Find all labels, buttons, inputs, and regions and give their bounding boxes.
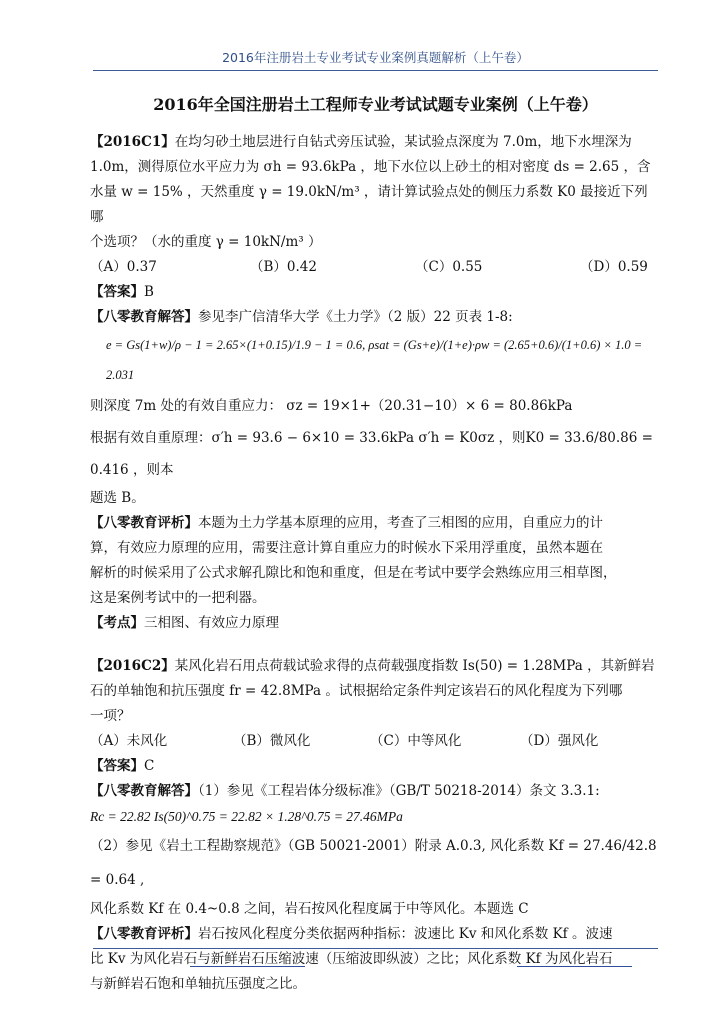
q1-eval-line-1: 【八零教育评析】本题为土力学基本原理的应用，考查了三相图的应用，自重应力的计 [90,515,603,531]
q1-option-d: （D）0.59 [580,259,648,275]
q2-eval-line-2: 比 Kv 为风化岩石与新鲜岩石压缩波速（压缩波即纵波）之比；风化系数 Kf 为风化岩石 [90,951,613,967]
q2-eval-line-3: 与新鲜岩石饱和单轴抗压强度之比。 [90,976,306,992]
q2-formula-1: Rc = 22.82 Is(50)^0.75 = 22.82 × 1.28^0.75 = 27.46MPa [90,809,403,824]
q1-line-3: 根据有效自重原理：σ′h = 93.6 − 6×10 = 33.6kPa σ′h = K0σz ，则K0 = 33.6/80.86 = 0.416 ，则本 [90,430,653,478]
header-divider [93,70,658,71]
q2-solution-2: （2）参见《岩土工程勘察规范》（GB 50021-2001）附录 A.0.3, 风化系数 Kf = 27.46/42.8 = 0.64 , [90,838,657,888]
q2-solution-1: 【八零教育解答】（1）参见《工程岩体分级标准》（GB/T 50218-2014）条文 3.3.1: [90,783,600,799]
q1-stem-line-3: 水量 w = 15% ，天然重度 γ = 19.0kN/m³ ，请计算试验点处的侧压力系数 K0 最接近下列哪 [90,184,648,225]
q2-eval-line-1: 【八零教育评析】岩石按风化程度分类依据两种指标：波速比 Kv 和风化系数 Kf 。波速 [90,926,613,942]
q2-option-c: （C）中等风化 [370,733,462,749]
q2-option-d: （D）强风化 [520,733,599,749]
q2-stem-line-3: 一项？ [90,708,131,724]
q2-stem-line-1: 【2016C2】某风化岩石用点荷载试验求得的点荷载强度指数 Is(50) = 1.28MPa ，其新鲜岩 [90,658,655,674]
q1-answer: 【答案】B [90,284,154,300]
q1-eval-line-4: 这是案例考试中的一把利器。 [90,590,266,606]
q1-tag: 【2016C1】 [90,134,175,150]
q1-option-b: （B）0.42 [250,259,317,275]
q2-option-b: （B）微风化 [233,733,311,749]
q1-line-4: 题选 B。 [90,490,145,506]
q1-stem-line-1: 【2016C1】在均匀砂土地层进行自钻式旁压试验，某试验点深度为 7.0m，地下水埋深为 [90,134,632,150]
q2-options [90,729,660,754]
q2-stem-line-2: 石的单轴饱和抗压强度 fr = 42.8MPa 。试根据给定条件判定该岩石的风化程度为下列哪 [90,683,623,699]
q1-options [90,255,660,280]
footer-link-left[interactable] [190,966,305,967]
q1-eval-line-2: 算，有效应力原理的应用，需要注意计算自重应力的时候水下采用浮重度，虽然本题在 [90,540,603,556]
document-title: 2016年全国注册岩土工程师专业考试试题专业案例（上午卷） [153,95,598,114]
q2-solution-3: 风化系数 Kf 在 0.4~0.8 之间，岩石按风化程度属于中等风化。本题选 C [90,901,529,917]
q1-formula-1: e = Gs(1+w)/ρ − 1 = 2.65×(1+0.15)/1.9 − 1 = 0.6, ρsat = (Gs+e)/(1+e)·ρw = (2.65+0.6)/(1+0.6) × 1.0 = 2.031 [106,338,643,382]
q1-eval-line-3: 解析的时候采用了公式求解孔隙比和饱和重度，但是在考试中要学会熟练应用三相草图， [90,565,617,581]
q2-answer: 【答案】C [90,758,155,774]
q1-stem-line-2: 1.0m，测得原位水平应力为 σh = 93.6kPa ，地下水位以上砂土的相对密度 ds = 2.65 ，含 [90,159,651,175]
q1-solution-ref: 【八零教育解答】参见李广信清华大学《土力学》（2 版）22 页表 1-8: [90,309,513,325]
q1-option-c: （C）0.55 [415,259,483,275]
q2-option-a: （A）未风化 [90,733,168,749]
document-body [90,130,660,997]
section-gap [90,636,660,654]
q1-stem-line-4: 个选项？（水的重度 γ = 10kN/m³ ） [90,234,322,250]
q1-option-a: （A）0.37 [90,259,157,275]
q1-line-2: 则深度 7m 处的有效自重应力： σz = 19×1+（20.31−10）× 6 = 80.86kPa [90,398,573,414]
q2-tag: 【2016C2】 [90,658,175,674]
page-header: 2016年注册岩土专业考试专业案例真题解析（上午卷） [222,50,529,65]
footer-divider [93,948,658,949]
footer-link-right[interactable] [517,966,632,967]
q1-key-points: 【考点】三相图、有效应力原理 [90,615,279,631]
